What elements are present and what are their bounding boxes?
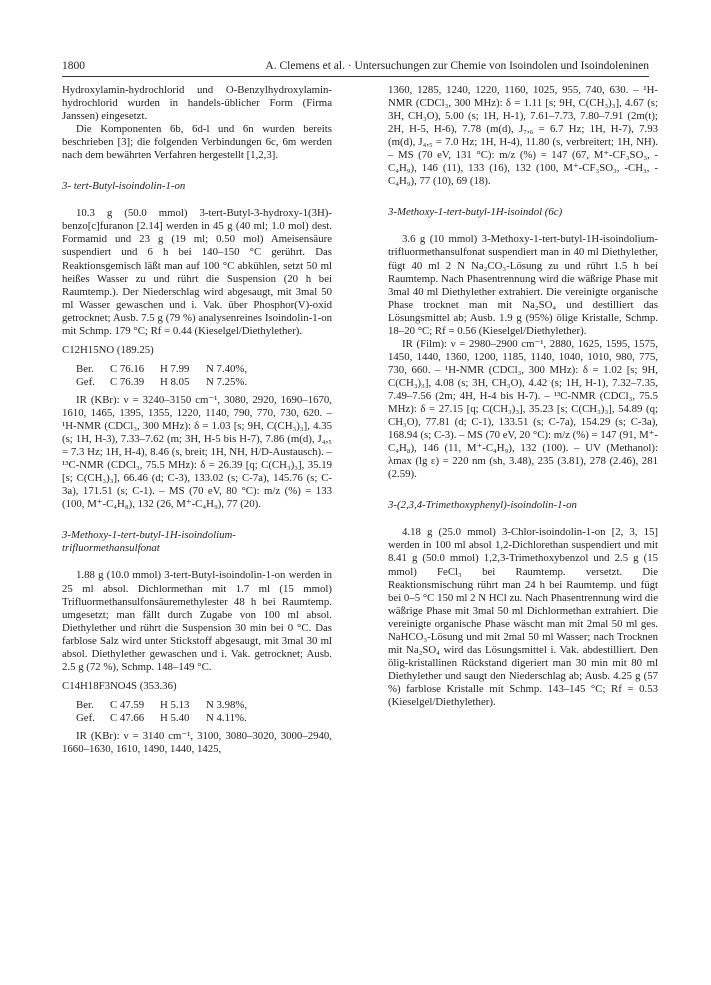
synthesis-paragraph-1: 10.3 g (50.0 mmol) 3-tert-Butyl-3-hydroxy-1(3H)-benzo[c]furanon [2.14] werden in 45 g (40 ml; 1.0 mol) dest. Formamid und 23 g (19 ml; 0.50 mol) Ameisensäure suspendiert und 6 h bei 140–150 °C gerührt. Das Reaktionsgemisch läßt man auf 100 °C abkühlen, setzt 50 ml heißes Wasser zu und rührt die Suspension (20 h bei Raumtemp.). Der Niederschlag wird abgesaugt, mit 3mal 50 ml Wasser gewaschen und i. Vak. über Phosphor(V)-oxid getrocknet; Ausb. 7.5 g (79 %) analysenreines Isoindolin-1-on mit Schmp. 179 °C; Rf = 0.44 (Kieselgel/Diethylether).	[62, 207, 332, 337]
section-heading-trimethoxyphenyl-isoindolinone: 3-(2,3,4-Trimethoxyphenyl)-isoindolin-1-on	[388, 499, 577, 512]
synthesis-paragraph-3: 3.6 g (10 mmol) 3-Methoxy-1-tert-butyl-1H-isoindolium-trifluormethansulfonat suspendiert man in 40 ml Diethylether, fügt 40 ml 2 N Na₂CO₃-Lösung zu und rührt 1.5 h bei Raumtemp. Nach Phasentrennung wird die wäßrige Phase mit 3mal 40 ml Diethylether extrahiert. Die vereinigte organische Phase trocknet man mit Na₂SO₄ und destilliert das Lösungsmittel ab; Ausb. 1.9 g (95%) ölige Kristalle, Schmp. 18–20 °C; Rf = 0.56 (Kieselgel/Diethylether).	[388, 233, 658, 337]
intro-paragraph-2: Die Komponenten 6b, 6d-l und 6n wurden bereits beschrieben [3]; die folgenden Verbindungen 6c, 6m werden nach dem bewährten Verfahren hergestellt [1,2,3].	[62, 123, 332, 162]
page-number: 1800	[62, 60, 85, 72]
elemental-analysis-found-2: Gef. C 47.66 H 5.40 N 4.11%.	[76, 711, 247, 724]
spectroscopy-paragraph-2: IR (KBr): ν = 3140 cm⁻¹, 3100, 3080–3020, 3000–2940, 1660–1630, 1610, 1490, 1440, 1425,	[62, 729, 332, 756]
section-heading-methoxy-isoindol: 3-Methoxy-1-tert-butyl-1H-isoindol (6c)	[388, 206, 563, 219]
elemental-formula-1: C12H15NO (189.25)	[62, 343, 154, 356]
elemental-analysis-calculated-2: Ber. C 47.59 H 5.13 N 3.98%,	[76, 698, 248, 711]
left-column	[62, 84, 332, 756]
running-title: A. Clemens et al. · Untersuchungen zur Chemie von Isoindolen und Isoindoleninen	[265, 60, 649, 72]
section-heading-isoindolium-triflate: 3-Methoxy-1-tert-butyl-1H-isoindolium-trifluormethansulfonat	[62, 529, 236, 555]
spectroscopy-continuation: 1360, 1285, 1240, 1220, 1160, 1025, 955, 740, 630. – ¹H-NMR (CDCl₃, 300 MHz): δ = 1.11 [s; 9H, C(CH₃)₃], 4.67 (s; 3H, CH₃O), 5.00 (s; 1H, H-1), 7.61–7.73, 7.80–7.91 (2m(t); 2H, H-5, H-6), 7.78 (m(d), J₇,₆ = 6.7 Hz; 1H, H-7), 7.93 (m(d), J₄,₅ = 7.0 Hz; 1H, H-4), 11.80 (s, verbreitert; 1H, NH). – MS (70 eV, 131 °C): m/z (%) = 147 (67, M⁺-CF₃SO₃, -C₄H₉), 146 (11), 133 (16), 132 (100, M⁺-CF₃SO₃, -CH₃, -C₄H₉), 77 (10), 69 (18).	[388, 84, 658, 188]
elemental-formula-2: C14H18F3NO4S (353.36)	[62, 679, 177, 692]
elemental-analysis-found-1: Gef. C 76.39 H 8.05 N 7.25%.	[76, 375, 248, 388]
synthesis-paragraph-4: 4.18 g (25.0 mmol) 3-Chlor-isoindolin-1-on [2, 3, 15] werden in 100 ml absol 1,2-Dichlorethan suspendiert und mit 8.41 g (50.0 mmol) 1,2,3-Trimethoxybenzol und 2.5 g (15 mmol) FeCl₃ bei Raumtemp. versetzt. Die Reaktionsmischung rührt man 24 h bei Raumtemp. und fügt bei 0–5 °C 150 ml 2 N HCl zu. Nach Phasentrennung wird die wäßrige Phase mit 3mal 50 ml Dichlormethan extrahiert. Die vereinigte organische Phase wäscht man mit 2mal 50 ml ges. NaHCO₃-Lösung und mit 2mal 50 ml Wasser; nach Trocknen mit Na₂SO₄ wird das Lösungsmittel i. Vak. abdestilliert. Den ölig-kristallinen Rückstand digeriert man 30 min mit 80 ml Diethylether und saugt den Niederschlag ab; Ausb. 4.25 g (57 %) farblose Kristalle mit Schmp. 143–145 °C; Rf = 0.53 (Kieselgel/Diethylether).	[388, 526, 658, 708]
section-heading-tert-butyl-isoindolinone: 3- tert-Butyl-isoindolin-1-on	[62, 180, 186, 193]
spectroscopy-paragraph-1: IR (KBr): ν = 3240–3150 cm⁻¹, 3080, 2920, 1690–1670, 1610, 1465, 1395, 1355, 1220, 1140, 790, 770, 730, 620. – ¹H-NMR (CDCl₃, 300 MHz): δ = 1.03 [s; 9H, C(CH₃)₃], 4.35 (s; 1H, H-3), 7.33–7.62 (m; 3H, H-5 bis H-7), 7.86 (m(d), J₄,₅ = 7.3 Hz; 1H, H-4), 8.46 (s, breit; 1H, NH, H/D-Austausch). – ¹³C-NMR (CDCl₃, 75.5 MHz): δ = 26.39 [q; C(CH₃)₃], 35.19 [s; C(CH₃)₃], 66.46 (d; C-3), 133.02 (s; C-7a), 145.76 (s; C-3a), 171.51 (s; C-1). – MS (70 eV, 80 °C): m/z (%) = 133 (100, M⁺-C₄H₈), 132 (26, M⁺-C₄H₉), 77 (20).	[62, 393, 332, 511]
synthesis-paragraph-2: 1.88 g (10.0 mmol) 3-tert-Butyl-isoindolin-1-on werden in 25 ml absol. Dichlormethan mit 1.7 ml (15 mmol) Trifluormethansulfonsäuremethylester 48 h bei Raumtemp. umgesetzt; man fällt durch Zugabe von 100 ml absol. Diethylether und rührt die Suspension 30 min bei 0 °C. Das farblose Salz wird unter Stickstoff abgesaugt, mit 3mal 30 ml absol. Diethylether gewaschen und i. Vak. getrocknet; Ausb. 2.5 g (72 %), Schmp. 148–149 °C.	[62, 569, 332, 673]
elemental-analysis-calculated-1: Ber. C 76.16 H 7.99 N 7.40%,	[76, 362, 248, 375]
right-column	[388, 84, 658, 709]
spectroscopy-paragraph-3: IR (Film): ν = 2980–2900 cm⁻¹, 2880, 1625, 1595, 1575, 1450, 1440, 1360, 1200, 1185, 1140, 1040, 1010, 980, 775, 730, 660. – ¹H-NMR (CDCl₃, 300 MHz): δ = 1.02 [s; 9H, C(CH₃)₃], 4.08 (s; 3H, CH₃O), 4.42 (s; 1H, H-1), 7.32–7.35, 7.49–7.56 (2m; 4H, H-4 bis H-7). – ¹³C-NMR (CDCl₃, 75.5 MHz): δ = 27.15 [q; C(CH₃)₃], 35.23 [s; C(CH₃)₃], 54.89 (q; CH₃O), 77.81 (d; C-1), 133.51 (s; C-7a), 154.29 (s; C-3a), 168.94 (s; C-3). – MS (70 eV, 20 °C): m/z (%) = 147 (91, M⁺-C₄H₈), 146 (11, M⁺-C₄H₉), 132 (100). – UV (Methanol): λmax (lg ε) = 220 nm (sh, 3.48), 235 (3.81), 278 (2.46), 281 (2.59).	[388, 337, 658, 481]
intro-paragraph-1: Hydroxylamin-hydrochlorid und O-Benzylhydroxylamin-hydrochlorid wurden in handels-üblicher Form (Firma Janssen) eingesetzt.	[62, 84, 332, 123]
running-header	[62, 58, 649, 77]
